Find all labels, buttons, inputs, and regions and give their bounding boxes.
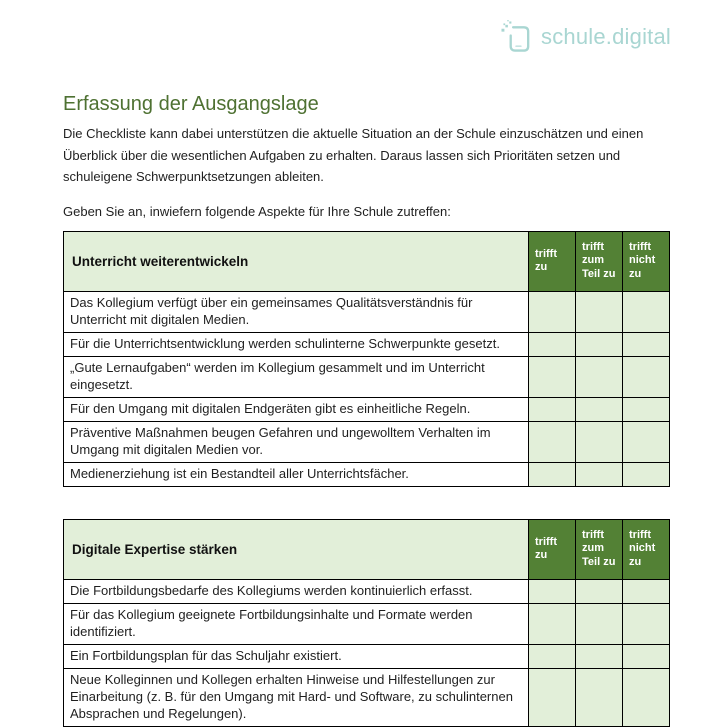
table-section-title: Unterricht weiterentwickeln (64, 231, 529, 291)
question-cell: „Gute Lernaufgaben“ werden im Kollegium gesammelt und im Unterricht eingesetzt. (64, 356, 529, 397)
answer-cell[interactable] (623, 397, 670, 421)
column-header-trifft-nicht-zu: trifft nicht zu (623, 519, 670, 579)
intro-paragraph: Die Checkliste kann dabei unterstützen die aktuelle Situation an der Schule einzuschätzen und einen Überblick über die wesentlichen Aufgaben zu erhalten. Daraus lassen sich Prioritäten setzen und schuleigene Schwerpunktsetzungen ableiten. (63, 126, 644, 184)
column-header-trifft-zu: trifft zu (529, 231, 576, 291)
answer-cell[interactable] (529, 462, 576, 486)
answer-cell[interactable] (529, 579, 576, 603)
question-cell: Präventive Maßnahmen beugen Gefahren und ungewolltem Verhalten im Umgang mit digitalen Medien vor. (64, 421, 529, 462)
answer-cell[interactable] (623, 603, 670, 644)
question-cell: Ein Fortbildungsplan für das Schuljahr existiert. (64, 644, 529, 668)
answer-cell[interactable] (576, 291, 623, 332)
answer-cell[interactable] (576, 356, 623, 397)
table-section-title: Digitale Expertise stärken (64, 519, 529, 579)
instruction-text: Geben Sie an, inwiefern folgende Aspekte für Ihre Schule zutreffen: (63, 203, 451, 219)
table-row (64, 579, 670, 603)
answer-cell[interactable] (623, 291, 670, 332)
answer-cell[interactable] (576, 332, 623, 356)
table-header-row (64, 519, 670, 579)
question-cell: Das Kollegium verfügt über ein gemeinsames Qualitätsverständnis für Unterricht mit digitalen Medien. (64, 291, 529, 332)
answer-cell[interactable] (623, 356, 670, 397)
answer-cell[interactable] (576, 462, 623, 486)
column-header-trifft-zu: trifft zu (529, 519, 576, 579)
answer-cell[interactable] (529, 332, 576, 356)
table-header-row (64, 231, 670, 291)
answer-cell[interactable] (529, 421, 576, 462)
answer-cell[interactable] (529, 397, 576, 421)
answer-cell[interactable] (576, 644, 623, 668)
question-cell: Die Fortbildungsbedarfe des Kollegiums werden kontinuierlich erfasst. (64, 579, 529, 603)
table-row (64, 603, 670, 644)
checklist-table-expertise (63, 519, 670, 727)
answer-cell[interactable] (529, 668, 576, 726)
answer-cell[interactable] (529, 603, 576, 644)
question-cell: Für den Umgang mit digitalen Endgeräten gibt es einheitliche Regeln. (64, 397, 529, 421)
checklist-table-unterricht (63, 231, 670, 487)
schule-digital-icon (501, 20, 534, 53)
answer-cell[interactable] (623, 421, 670, 462)
table-row (64, 644, 670, 668)
answer-cell[interactable] (623, 644, 670, 668)
question-cell: Medienerziehung ist ein Bestandteil aller Unterrichtsfächer. (64, 462, 529, 486)
column-header-trifft-zum-teil-zu: trifft zum Teil zu (576, 519, 623, 579)
question-cell: Für die Unterrichtsentwicklung werden schulinterne Schwerpunkte gesetzt. (64, 332, 529, 356)
document-content (63, 93, 669, 727)
table-row (64, 462, 670, 486)
answer-cell[interactable] (576, 603, 623, 644)
answer-cell[interactable] (529, 356, 576, 397)
table-row (64, 668, 670, 726)
answer-cell[interactable] (576, 668, 623, 726)
table-row (64, 332, 670, 356)
question-cell: Für das Kollegium geeignete Fortbildungsinhalte und Formate werden identifiziert. (64, 603, 529, 644)
brand-name: schule.digital (541, 23, 671, 49)
answer-cell[interactable] (529, 644, 576, 668)
answer-cell[interactable] (623, 579, 670, 603)
table-row (64, 397, 670, 421)
answer-cell[interactable] (576, 579, 623, 603)
column-header-trifft-zum-teil-zu: trifft zum Teil zu (576, 231, 623, 291)
answer-cell[interactable] (529, 291, 576, 332)
answer-cell[interactable] (623, 332, 670, 356)
column-header-trifft-nicht-zu: trifft nicht zu (623, 231, 670, 291)
page-title: Erfassung der Ausgangslage (63, 93, 319, 115)
answer-cell[interactable] (576, 421, 623, 462)
answer-cell[interactable] (623, 668, 670, 726)
table-row (64, 356, 670, 397)
question-cell: Neue Kolleginnen und Kollegen erhalten Hinweise und Hilfestellungen zur Einarbeitung (z. B. für den Umgang mit Hard- und Software, zu schulinternen Absprachen und Regelungen). (64, 668, 529, 726)
table-row (64, 421, 670, 462)
brand-logo (501, 20, 671, 53)
answer-cell[interactable] (623, 462, 670, 486)
table-row (64, 291, 670, 332)
answer-cell[interactable] (576, 397, 623, 421)
